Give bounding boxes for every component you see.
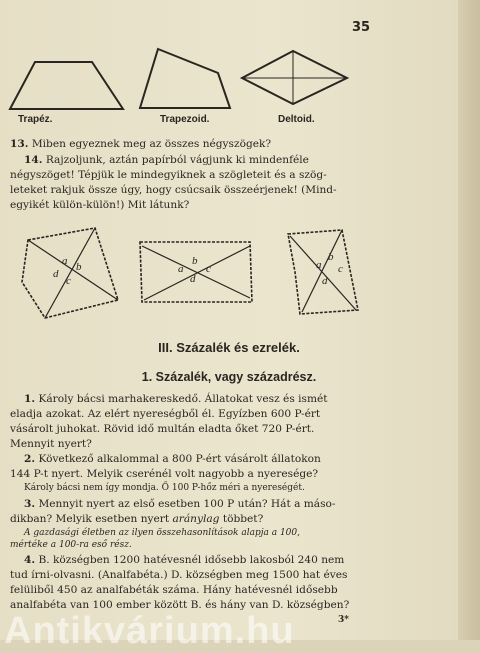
trapez-shape: [10, 62, 123, 109]
problem-3-note-line-2: mértéke a 100-ra eső rész.: [10, 540, 132, 550]
section-heading: III. Százalék és ezrelék.: [158, 340, 300, 355]
page-edge: [458, 0, 480, 640]
deltoid-label: Deltoid.: [278, 114, 315, 125]
question-13-text: Miben egyeznek meg az összes négyszögek?: [31, 138, 272, 150]
quadrilateral-figures: [0, 40, 458, 150]
angle-label-c2: c: [206, 263, 211, 275]
problem-3-line-2-end: többet?: [222, 513, 264, 525]
problem-4-line-4: analfabéta van 100 ember között B. és hány van D. községben?: [10, 599, 350, 611]
angle-label-b2: b: [192, 255, 198, 267]
problem-4-line-3: felüliből 450 az analfabéták száma. Hány hatévesnél idősebb: [10, 584, 338, 596]
question-13-number: 13.: [10, 138, 29, 150]
torn-shape-2: [140, 242, 252, 302]
question-14-line-2: négyszöget! Tépjük le mindegyiknek a szögleteit és a szög-: [10, 169, 327, 181]
watermark-text: Antikvárium.hu: [4, 610, 295, 652]
angle-label-a3: a: [316, 259, 322, 271]
problem-1-line-1: Károly bácsi marhakereskedő. Állatokat vesz és ismét: [38, 393, 328, 405]
angle-label-a2: a: [178, 263, 184, 275]
question-14-line-1: Rajzoljunk, aztán papírból vágjunk ki mindenféle: [45, 154, 309, 166]
torn-shape-3: [288, 230, 358, 314]
problem-1-line-3: vásárolt juhokat. Rövid idő multán eladta őket 720 P-ért.: [10, 423, 315, 435]
angle-label-d: d: [53, 268, 59, 280]
angle-label-c3: c: [338, 263, 343, 275]
problem-4-number: 4.: [24, 554, 36, 566]
problem-2: [10, 452, 446, 494]
subsection-heading: 1. Százalék, vagy századrész.: [141, 370, 317, 384]
trapez-label: Trapéz.: [18, 114, 53, 125]
problem-4-line-2: tud írni-olvasni. (Analfabéta.) D. községben meg 1500 hat éves: [10, 569, 348, 581]
angle-label-c: c: [66, 275, 71, 287]
problem-1-line-2: eladja azokat. Az elért nyereségből él. Egyízben 600 P-ért: [10, 408, 321, 420]
question-14: [10, 153, 446, 213]
signature-mark: 3*: [338, 615, 349, 625]
problem-4-line-1: B. községben 1200 hatévesnél idősebb lakosból 240 nem: [38, 554, 345, 566]
problem-2-line-2: 144 P-t nyert. Melyik cserénél volt nagyobb a nyeresége?: [10, 468, 319, 480]
problem-2-number: 2.: [24, 453, 36, 465]
problem-3-line-1: Mennyit nyert az első esetben 100 P után? Hát a máso-: [38, 498, 336, 510]
problem-1: [10, 392, 446, 452]
problem-3-note-line-1: A gazdasági életben az ilyen összehasonlítások alapja a 100,: [24, 528, 300, 538]
question-13: [10, 137, 446, 152]
trapezoid-label: Trapezoid.: [160, 114, 210, 125]
question-14-number: 14.: [24, 154, 43, 166]
torn-shape-1: [22, 228, 118, 318]
trapezoid-shape: [140, 49, 230, 108]
problem-3-line-2: dikban? Melyik esetben nyert: [10, 513, 170, 525]
angle-label-d3: d: [322, 275, 328, 287]
problem-4: [10, 553, 446, 613]
problem-1-number: 1.: [24, 393, 36, 405]
problem-2-line-1: Következő alkalommal a 800 P-ért vásárolt állatokon: [38, 453, 321, 465]
angle-label-a: a: [62, 255, 68, 267]
problem-3: [10, 497, 446, 551]
page-number: 35: [352, 20, 371, 35]
problem-3-emphasis: aránylag: [172, 513, 220, 525]
angle-label-b3: b: [328, 251, 334, 263]
torn-quadrilaterals-figure: [0, 222, 458, 332]
angle-label-b: b: [76, 261, 82, 273]
question-14-line-3: leteket rakjuk össze úgy, hogy csúcsaik összeérjenek! (Mind-: [10, 184, 337, 196]
problem-3-number: 3.: [24, 498, 36, 510]
angle-label-d2: d: [190, 273, 196, 285]
problem-1-line-4: Mennyit nyert?: [10, 438, 92, 450]
problem-2-note: Károly bácsi nem így mondja. Ő 100 P-hőz méri a nyereségét.: [24, 483, 305, 493]
question-14-line-4: egyikét külön-külön!) Mit látunk?: [10, 199, 190, 211]
